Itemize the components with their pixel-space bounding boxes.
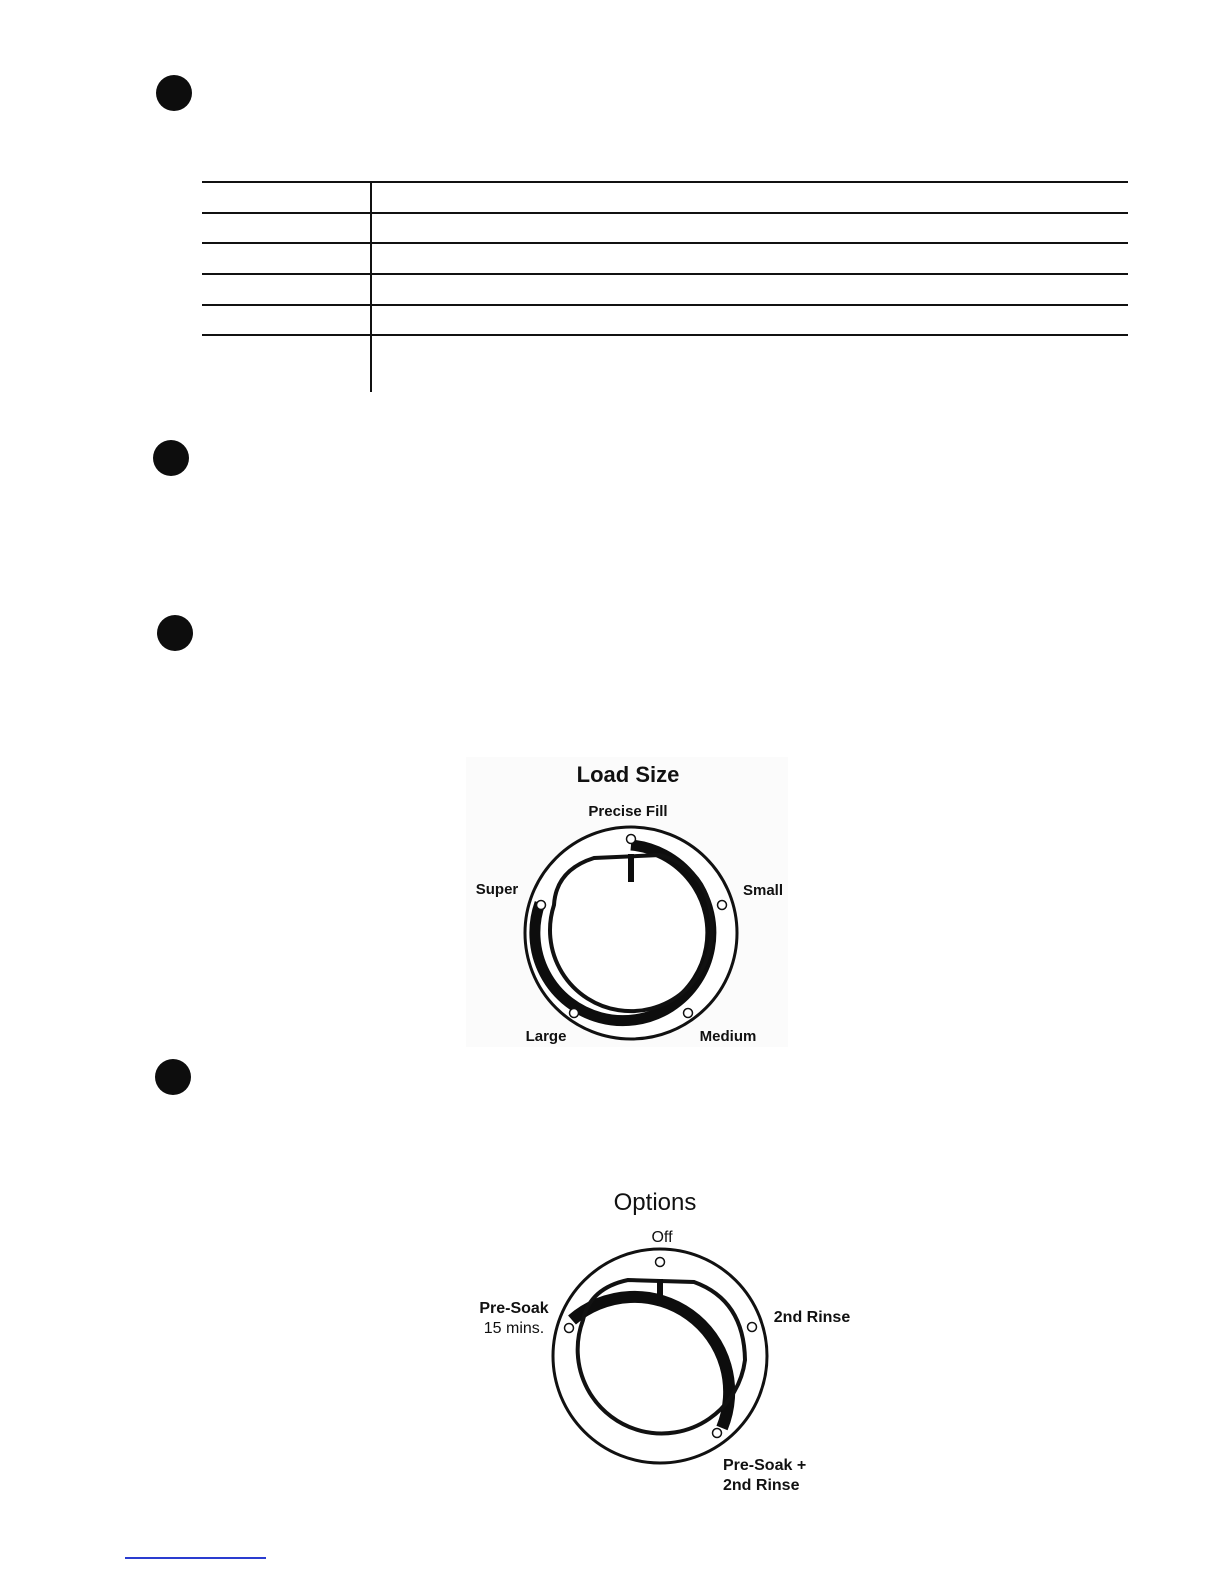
- options-pointer: [657, 1279, 663, 1306]
- load-size-label-medium: Medium: [699, 1028, 757, 1045]
- options-detent: [656, 1258, 665, 1267]
- options-label-2nd-rinse: 2nd Rinse: [773, 1309, 851, 1326]
- options-label-pre-soak-duration: 15 mins.: [483, 1320, 545, 1337]
- options-label-pre-soak-plus-2nd-rinse: 2nd Rinse: [723, 1477, 800, 1494]
- options-knob[interactable]: [553, 1249, 767, 1463]
- load-size-title: Load Size: [576, 762, 680, 787]
- options-detent: [713, 1429, 722, 1438]
- options-detent: [565, 1324, 574, 1333]
- footer-link-underline[interactable]: [125, 1557, 266, 1559]
- load-size-label-super: Super: [475, 881, 519, 898]
- options-title: Options: [613, 1189, 697, 1216]
- options-label-pre-soak: Pre-Soak: [479, 1300, 549, 1317]
- options-label-off: Off: [651, 1229, 673, 1246]
- load-size-label-precise-fill: Precise Fill: [588, 803, 668, 820]
- load-size-label-small: Small: [742, 882, 784, 899]
- load-size-label-large: Large: [525, 1028, 567, 1045]
- options-label-pre-soak-plus: Pre-Soak +: [723, 1457, 807, 1474]
- options-detent: [748, 1323, 757, 1332]
